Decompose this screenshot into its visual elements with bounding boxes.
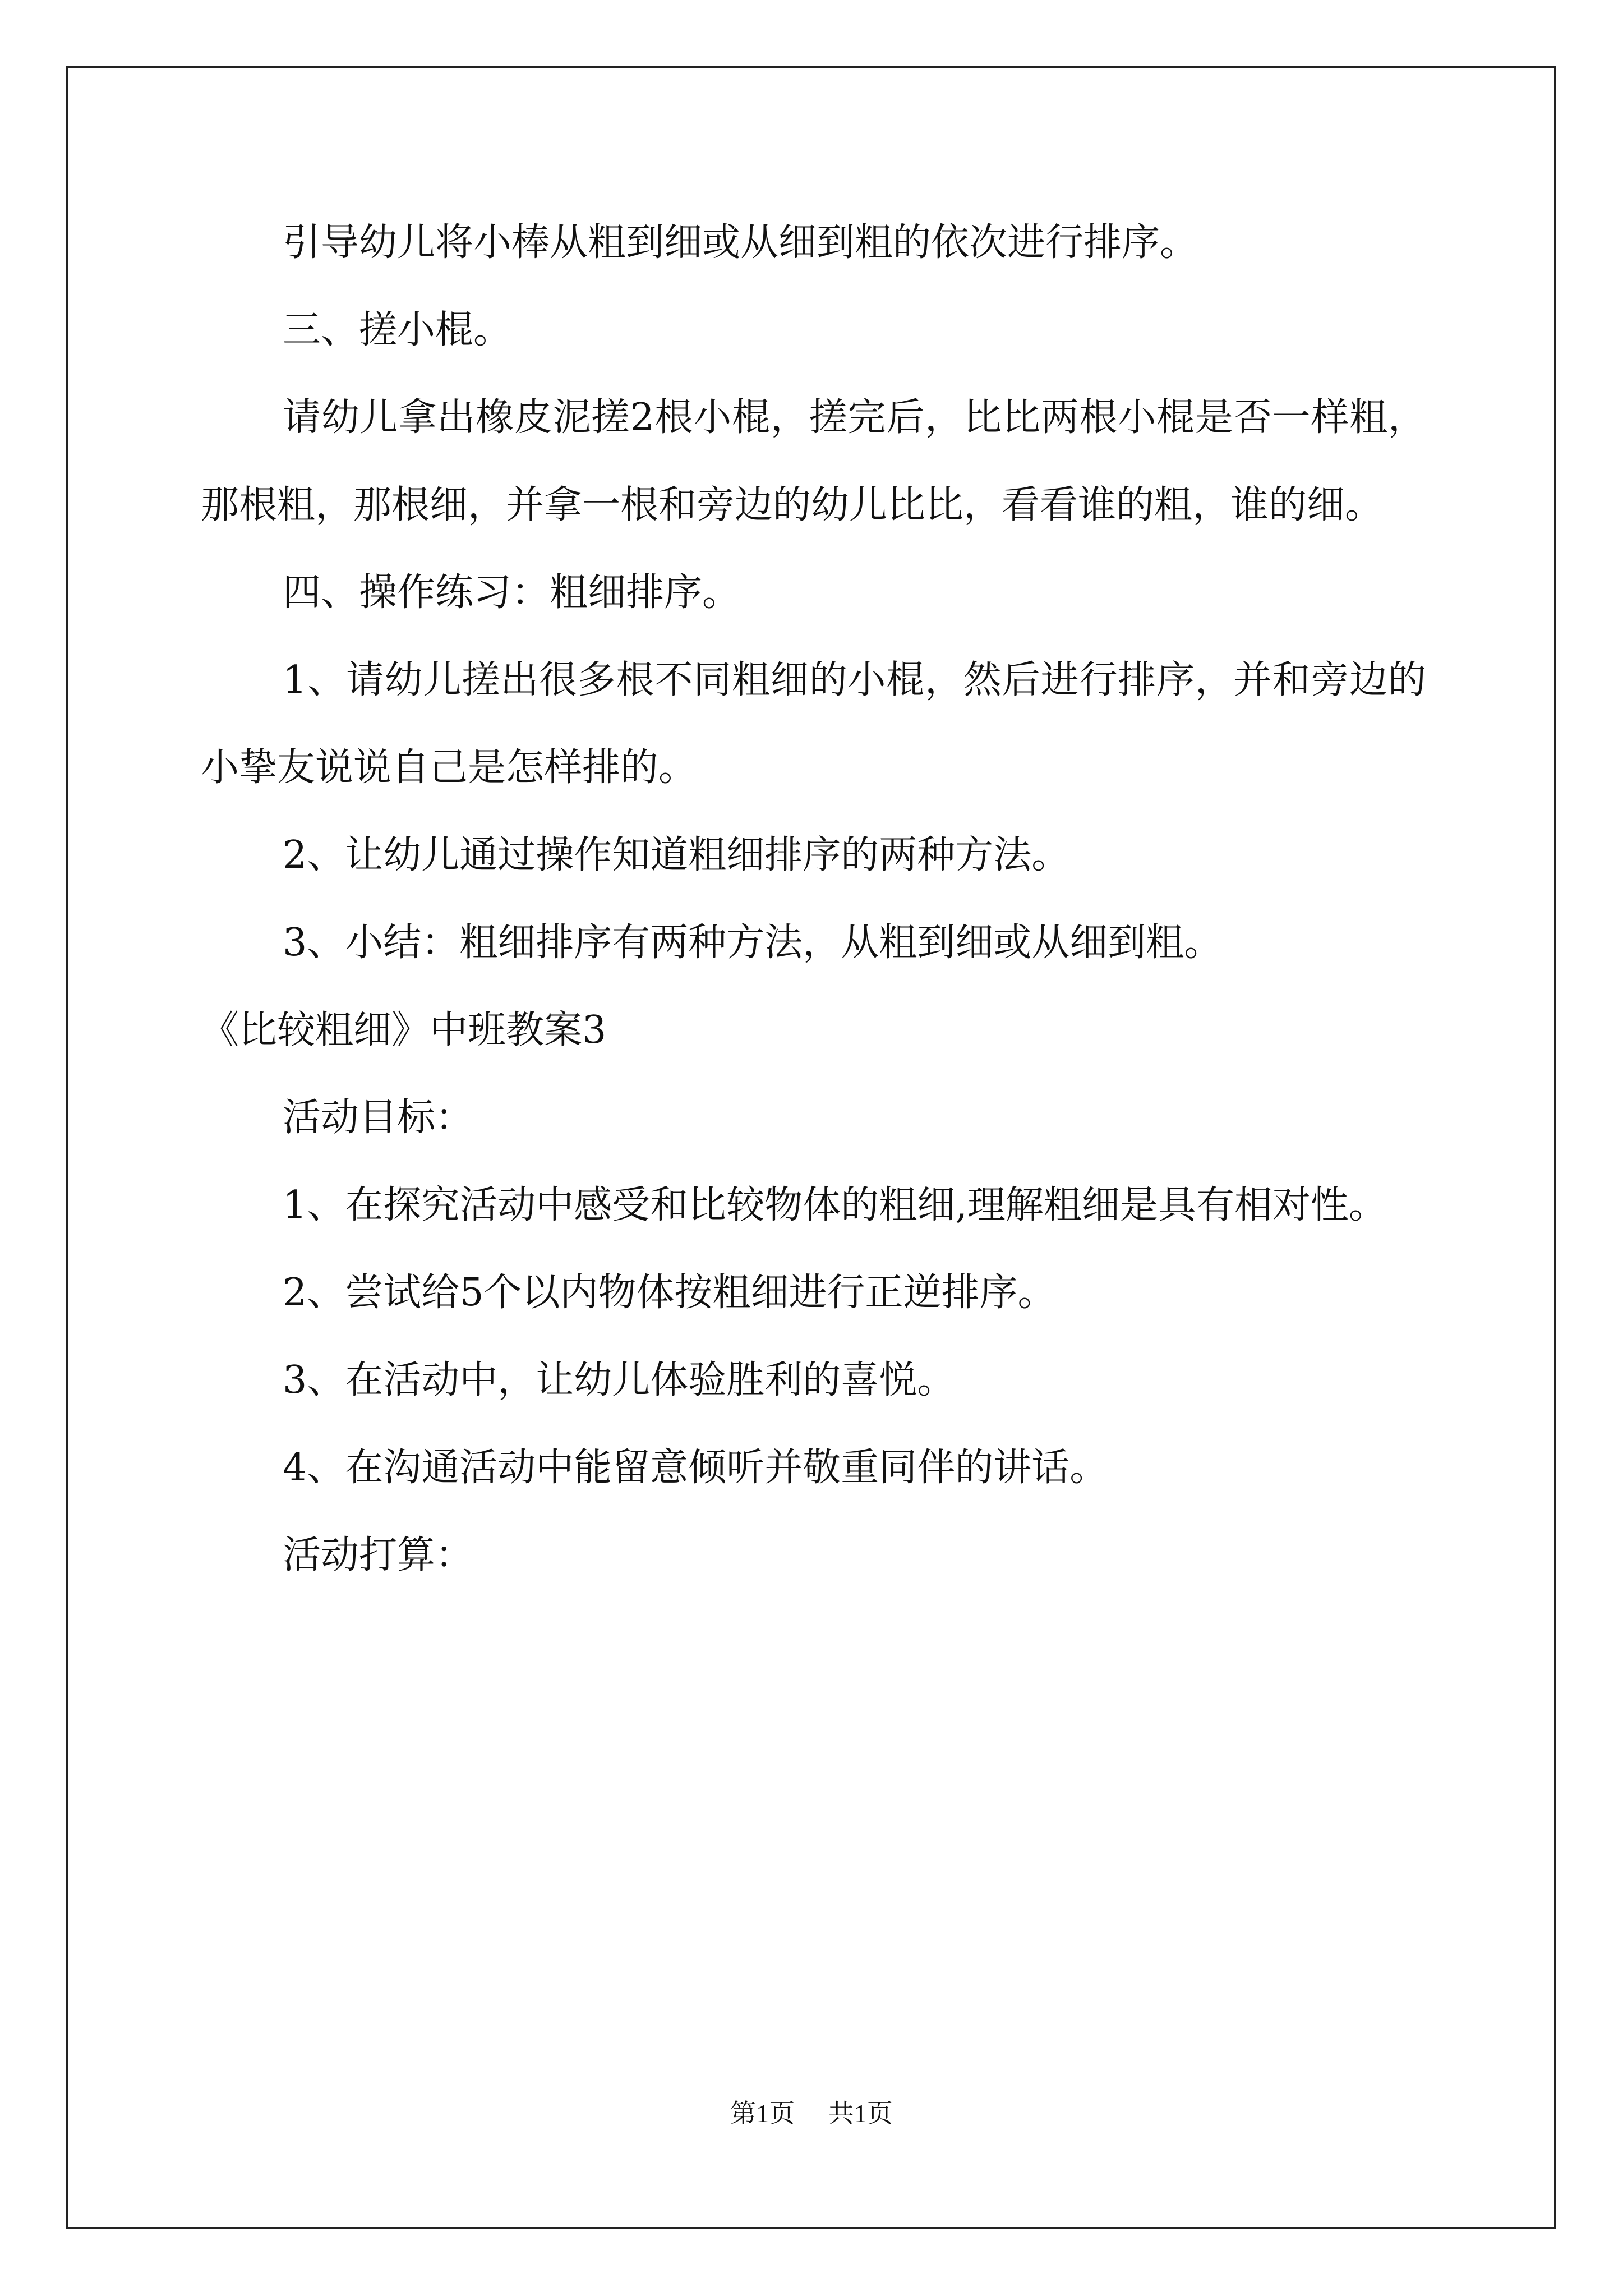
page-number-current: 第1页: [730, 2099, 795, 2128]
list-item-goal-2: 2、尝试给5个以内物体按粗细进行正逆排序。: [283, 1271, 1056, 1315]
section-title-rub-sticks: 三、搓小棍。: [283, 308, 512, 352]
section-title-preparation: 活动打算：: [283, 1533, 474, 1577]
page-number-total: 共1页: [828, 2099, 893, 2128]
section-title-practice: 四、操作练习：粗细排序。: [283, 570, 741, 615]
paragraph-sorting-guide: 引导幼儿将小棒从粗到细或从细到粗的依次进行排序。: [283, 220, 1198, 265]
list-item-goal-4: 4、在沟通活动中能留意倾听并敬重同伴的讲话。: [283, 1446, 1108, 1490]
section-title-goals: 活动目标：: [283, 1096, 474, 1140]
list-item-practice-2: 2、让幼儿通过操作知道粗细排序的两种方法。: [283, 833, 1070, 877]
list-item-practice-3: 3、小结：粗细排序有两种方法，从粗到细或从细到粗。: [283, 921, 1223, 965]
document-body: [201, 199, 1426, 1599]
lesson-plan-title: 《比较粗细》中班教案3: [201, 1008, 607, 1052]
paragraph-rub-sticks: 请幼儿拿出橡皮泥搓2根小棍，搓完后，比比两根小棍是否一样粗，那根粗，那根细，并拿一根和旁边的幼儿比比，看看谁的粗，谁的细。: [201, 395, 1426, 527]
list-item-practice-1: 1、请幼儿搓出很多根不同粗细的小棍，然后进行排序，并和旁边的小挚友说说自己是怎样排的。: [201, 658, 1426, 790]
list-item-goal-3: 3、在活动中，让幼儿体验胜利的喜悦。: [283, 1358, 956, 1402]
list-item-goal-1: 1、在探究活动中感受和比较物体的粗细,理解粗细是具有相对性。: [283, 1183, 1387, 1227]
page-footer: [0, 2097, 1623, 2131]
